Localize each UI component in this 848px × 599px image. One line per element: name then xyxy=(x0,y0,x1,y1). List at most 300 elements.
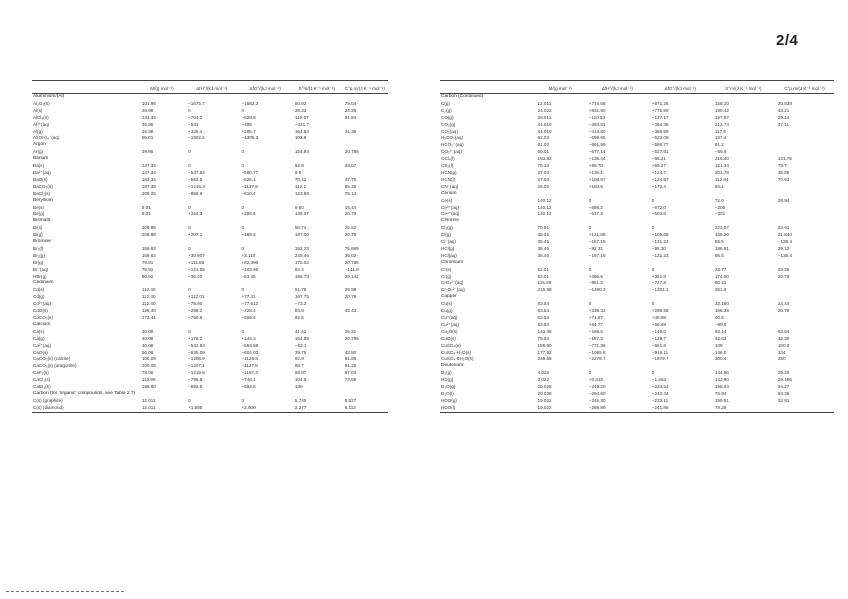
value-cell: 80.92 xyxy=(141,273,154,279)
value-cell: 79.91 xyxy=(141,266,154,272)
page-number: 2/4 xyxy=(776,32,799,49)
value-cell: 27.03 xyxy=(537,176,550,182)
value-cell: 56.5 xyxy=(714,239,724,245)
value-cell: 20.786 xyxy=(344,259,359,265)
value-cell: 50.92 xyxy=(294,100,307,106)
table-row xyxy=(440,101,834,108)
table-row xyxy=(32,308,388,315)
value-cell: −672.0 xyxy=(651,204,666,210)
species-cell: CaCl₂(s) xyxy=(33,377,51,383)
section-heading-row xyxy=(32,156,388,163)
value-cell: 2.377 xyxy=(292,405,342,412)
table-row xyxy=(32,225,388,232)
value-cell: −321.7 xyxy=(294,121,310,127)
value-cell: −245.30 xyxy=(588,397,606,403)
value-cell: +178.2 xyxy=(188,335,203,341)
species-cell: D₂O(l) xyxy=(441,390,454,396)
value-cell: +338.32 xyxy=(588,308,606,314)
value-cell: 39.75 xyxy=(294,349,307,355)
value-cell: 100.09 xyxy=(141,356,156,362)
value-cell: +105.68 xyxy=(651,232,669,238)
value-cell: 27.03 xyxy=(537,169,550,175)
value-cell: 245.46 xyxy=(294,252,309,258)
table-row xyxy=(32,232,388,239)
column-header: S°m/(J K⁻¹ mol⁻¹) xyxy=(292,84,342,94)
value-cell: 41.42 xyxy=(294,328,307,334)
value-cell xyxy=(342,384,388,391)
value-cell: −553.5 xyxy=(188,176,203,182)
value-cell: 0 xyxy=(241,149,245,155)
value-cell: −560.77 xyxy=(241,169,259,175)
species-cell: Cl(g) xyxy=(441,232,451,238)
value-cell: 154.88 xyxy=(294,335,309,341)
value-cell: +396.6 xyxy=(588,273,603,279)
section-heading-row xyxy=(32,391,388,398)
value-cell: 0 xyxy=(651,301,655,307)
value-cell: 0 xyxy=(651,266,655,272)
table-row xyxy=(32,329,388,336)
species-cell: D₂O(g) xyxy=(441,384,456,390)
value-cell: +351.8 xyxy=(651,273,666,279)
species-cell: C(s) (graphite) xyxy=(33,397,63,403)
value-cell: −385.98 xyxy=(651,128,669,134)
value-cell: +144.3 xyxy=(241,335,256,341)
value-cell: 50.21 xyxy=(714,280,727,286)
species-cell: BaCl₂(s) xyxy=(33,190,51,196)
value-cell: 60.01 xyxy=(537,149,550,155)
value-cell: 0 xyxy=(188,245,191,251)
value-cell: −121.55 xyxy=(188,266,205,272)
table-row xyxy=(32,377,388,384)
value-cell: 25.98 xyxy=(344,287,357,293)
species-cell: HCN(l) xyxy=(441,176,456,182)
species-cell: Bi(g) xyxy=(33,232,43,238)
value-cell: 0 xyxy=(588,266,592,272)
value-cell: 175.02 xyxy=(294,259,309,265)
value-cell: 0 xyxy=(241,163,245,169)
species-cell: Ce(s) xyxy=(441,197,453,203)
value-cell: −553.58 xyxy=(241,342,259,348)
value-cell: 143.80 xyxy=(714,377,729,383)
value-cell: 52.01 xyxy=(537,273,550,279)
species-cell: CuSO₄·H₂O(s) xyxy=(441,349,471,355)
value-cell: −771.36 xyxy=(588,342,606,348)
value-cell: −157.3 xyxy=(588,335,603,341)
value-cell: 0 xyxy=(651,197,655,203)
species-cell: C₂(g) xyxy=(441,107,452,113)
table-row xyxy=(440,377,834,384)
value-cell: −1502.5 xyxy=(188,135,205,141)
value-cell: +121.68 xyxy=(588,232,606,238)
value-cell: 70.91 xyxy=(537,225,550,231)
species-cell: Br₂(g) xyxy=(33,252,45,258)
species-cell: CrO₄²⁻(aq) xyxy=(441,280,464,286)
value-cell: 0 xyxy=(241,397,245,403)
species-cell: Al(s) xyxy=(33,107,43,113)
value-cell: 25.31 xyxy=(344,328,357,334)
value-cell: 92.9 xyxy=(294,356,304,362)
value-cell: −258.2 xyxy=(188,308,203,314)
table-row xyxy=(32,315,388,322)
value-cell: −95.30 xyxy=(651,245,666,251)
value-cell: 164.54 xyxy=(294,128,309,134)
value-cell: −135.44 xyxy=(588,156,606,162)
value-cell: −1128.8 xyxy=(241,356,258,362)
value-cell: −2279.7 xyxy=(588,356,606,362)
column-header: S°m/(J K⁻¹ mol⁻¹) xyxy=(712,84,775,94)
value-cell: −234.54 xyxy=(651,384,669,390)
value-cell: 29.12 xyxy=(777,245,790,251)
value-cell: 187.4 xyxy=(714,135,727,141)
value-cell: 85.35 xyxy=(344,183,357,189)
table-row xyxy=(32,184,388,191)
species-cell: Cd(g) xyxy=(33,294,45,300)
species-cell: Bi(s) xyxy=(33,225,43,231)
value-cell: 213.74 xyxy=(714,121,729,127)
right-thermo-table xyxy=(440,80,834,413)
value-cell: 0 xyxy=(188,149,191,155)
value-cell: −858.6 xyxy=(188,190,203,196)
value-cell: −918.11 xyxy=(651,349,669,355)
value-cell: 112.1 xyxy=(294,183,307,189)
value-cell: 172.41 xyxy=(141,315,156,320)
value-cell: 92.5 xyxy=(294,315,304,320)
value-cell: 28.33 xyxy=(294,107,307,113)
value-cell: 197.35 xyxy=(141,183,156,189)
table-row xyxy=(32,191,388,198)
value-cell: +65.49 xyxy=(651,321,666,327)
value-cell: 24.35 xyxy=(344,107,357,113)
value-cell: 261.9 xyxy=(714,287,727,293)
value-cell: +1.895 xyxy=(185,405,238,412)
value-cell: −53.45 xyxy=(241,273,256,279)
species-cell: C(g) xyxy=(441,100,450,106)
value-cell: 29.14 xyxy=(777,114,790,120)
species-cell: CaO(s) xyxy=(33,349,48,355)
value-cell: 42.63 xyxy=(714,335,727,341)
value-cell: −289.89 xyxy=(586,405,649,412)
table-row xyxy=(440,315,834,322)
value-cell: −129.7 xyxy=(651,335,666,341)
value-cell: 112.40 xyxy=(141,301,156,307)
left-thermo-table xyxy=(32,80,388,413)
table-row xyxy=(440,301,834,308)
section-heading: Bismuth xyxy=(33,218,51,224)
value-cell: 33.81 xyxy=(777,397,790,403)
value-cell: 70.42 xyxy=(294,176,307,182)
value-cell: 26.02 xyxy=(537,183,550,189)
species-cell: Ar(g) xyxy=(33,149,44,155)
value-cell: 223.07 xyxy=(714,225,729,231)
value-cell: −241.86 xyxy=(649,405,712,412)
section-heading: Aluminium/(Al) xyxy=(33,94,65,99)
table-row xyxy=(32,246,388,253)
value-cell: +716.68 xyxy=(588,100,606,106)
value-cell: 20.79 xyxy=(777,308,790,314)
value-cell: 0 xyxy=(588,370,592,376)
footnote-rule xyxy=(6,591,124,592)
value-cell: −537.64 xyxy=(188,169,205,175)
value-cell: −146.0 xyxy=(651,328,666,334)
value-cell: 4.028 xyxy=(537,370,550,376)
value-cell xyxy=(775,322,834,329)
value-cell: +71.67 xyxy=(588,315,603,320)
value-cell: −881.2 xyxy=(588,280,603,286)
table-row xyxy=(440,280,834,287)
value-cell: 29.196 xyxy=(777,377,792,383)
value-cell: 75.689 xyxy=(344,245,359,251)
value-cell: 42.80 xyxy=(344,349,357,355)
table-row xyxy=(32,343,388,350)
section-heading-row xyxy=(32,142,388,149)
value-cell: 63.54 xyxy=(537,308,550,314)
value-cell: 153.34 xyxy=(141,176,156,182)
value-cell: −1879.7 xyxy=(651,356,669,362)
value-cell: −394.36 xyxy=(651,121,669,127)
species-cell: CN⁻(aq) xyxy=(441,183,459,189)
species-cell: Cr(g) xyxy=(441,273,452,279)
value-cell: −1207.1 xyxy=(188,363,205,369)
value-cell: 137.34 xyxy=(141,169,156,175)
table-row xyxy=(32,163,388,170)
value-cell: 134 xyxy=(777,349,786,355)
section-heading-row xyxy=(32,322,388,329)
species-cell: CO₃²⁻(aq) xyxy=(441,149,462,155)
value-cell: 20.79 xyxy=(344,211,357,217)
value-cell: +207.1 xyxy=(188,232,203,238)
value-cell: 24.44 xyxy=(777,301,790,307)
value-cell: 140.12 xyxy=(537,204,552,210)
table-row xyxy=(32,267,388,274)
species-cell: HD(g) xyxy=(441,377,454,383)
value-cell: 79.54 xyxy=(537,335,550,341)
value-cell: −1085.8 xyxy=(588,349,606,355)
table-row xyxy=(32,398,388,405)
table-row xyxy=(32,356,388,363)
column-header: M/(g mol⁻¹) xyxy=(535,84,586,94)
table-row xyxy=(440,239,834,246)
value-cell: 117.6 xyxy=(714,128,726,134)
value-cell: 26.98 xyxy=(141,121,154,127)
value-cell: 5.740 xyxy=(294,397,307,403)
value-cell: 23.77 xyxy=(714,266,727,272)
value-cell: −136.4 xyxy=(777,252,793,258)
value-cell: −92.31 xyxy=(588,245,603,251)
species-cell: HBr(g) xyxy=(33,273,47,279)
species-cell: CuSO₄·5H₂O(s) xyxy=(441,356,474,362)
value-cell xyxy=(342,315,388,322)
value-cell: −810.4 xyxy=(241,190,256,196)
value-cell xyxy=(342,122,388,129)
table-header-row xyxy=(440,84,834,94)
value-cell: 20.028 xyxy=(537,390,552,396)
value-cell: 44.010 xyxy=(537,121,552,127)
table-row xyxy=(440,350,834,357)
value-cell: −750.6 xyxy=(188,315,203,320)
species-cell: Ba²⁺(aq) xyxy=(33,169,51,175)
value-cell: 39.95 xyxy=(141,149,154,155)
value-cell: 19.022 xyxy=(537,397,552,403)
section-heading-row xyxy=(32,239,388,246)
value-cell: 63.54 xyxy=(537,301,550,307)
table-row xyxy=(440,405,834,412)
value-cell: 26.94 xyxy=(777,197,790,203)
species-cell: CdCO₃(s) xyxy=(33,315,53,320)
section-heading: Argon xyxy=(33,142,46,148)
table-row xyxy=(440,142,834,149)
value-cell xyxy=(775,211,834,218)
species-cell: Cu⁺(aq) xyxy=(441,315,458,320)
value-cell xyxy=(342,343,388,350)
value-cell: 24.022 xyxy=(537,107,552,113)
value-cell: −1.464 xyxy=(651,377,666,383)
value-cell: +831.90 xyxy=(588,107,606,113)
value-cell: 23.35 xyxy=(777,266,790,272)
value-cell: 79.04 xyxy=(344,100,357,106)
value-cell: 12.011 xyxy=(537,100,552,106)
value-cell: +82.396 xyxy=(241,259,259,265)
value-cell: −1216.3 xyxy=(188,183,205,189)
section-heading: Chlorine xyxy=(441,218,459,224)
table-row xyxy=(440,198,834,205)
value-cell: 133.34 xyxy=(141,114,156,120)
value-cell xyxy=(342,170,388,177)
value-cell: −243.44 xyxy=(651,390,669,396)
value-cell: 95.01 xyxy=(141,135,154,141)
column-header: C°p,m/(J K⁻¹ mol⁻¹) xyxy=(342,84,388,94)
value-cell: −795.8 xyxy=(188,377,203,383)
table-header-row xyxy=(32,84,388,94)
table-row xyxy=(440,336,834,343)
value-cell: 0 xyxy=(651,225,655,231)
value-cell: 128.40 xyxy=(141,308,156,314)
value-cell: 0 xyxy=(241,287,245,293)
species-cell: CS₂(l) xyxy=(441,163,454,169)
value-cell: 0 xyxy=(241,107,245,113)
value-cell: 28.011 xyxy=(537,114,552,120)
table-row xyxy=(440,170,834,177)
value-cell: +286.6 xyxy=(241,211,256,217)
value-cell: 208.25 xyxy=(141,190,156,196)
table-row xyxy=(32,350,388,357)
value-cell: 35.86 xyxy=(777,169,790,175)
value-cell: +77.41 xyxy=(241,294,256,300)
value-cell: 0 xyxy=(188,163,191,169)
table-row xyxy=(440,253,834,260)
value-cell: 43.43 xyxy=(344,308,357,314)
value-cell: 102.9 xyxy=(294,135,307,141)
value-cell: −413.80 xyxy=(588,128,606,134)
table-row xyxy=(32,363,388,370)
section-heading: Calcium xyxy=(33,321,51,327)
value-cell: 37.11 xyxy=(777,121,790,127)
value-cell: −1127.8 xyxy=(241,363,258,369)
value-cell: 151.34 xyxy=(714,163,729,169)
table-row xyxy=(440,308,834,315)
value-cell: −294.60 xyxy=(588,390,606,396)
table-row xyxy=(440,391,834,398)
value-cell: 52.01 xyxy=(537,266,550,272)
value-cell: 140.12 xyxy=(537,197,552,203)
species-cell: HCN(g) xyxy=(441,169,457,175)
value-cell: 0 xyxy=(188,397,191,403)
value-cell: −56.9 xyxy=(714,149,727,155)
value-cell: 43.21 xyxy=(777,107,790,113)
table-row xyxy=(440,322,834,329)
value-cell xyxy=(342,301,388,308)
value-cell: −727.8 xyxy=(651,280,666,286)
value-cell: 152.23 xyxy=(294,245,309,251)
value-cell: 123.68 xyxy=(294,190,309,196)
value-cell: 29.142 xyxy=(344,273,359,279)
value-cell xyxy=(775,149,834,156)
value-cell: 0 xyxy=(188,204,191,210)
value-cell: 0 xyxy=(188,287,191,293)
species-cell: HCO₃⁻(aq) xyxy=(441,142,464,148)
value-cell: 82.4 xyxy=(294,266,304,272)
value-cell: 16.44 xyxy=(344,204,357,210)
value-cell: +49.98 xyxy=(651,315,666,320)
value-cell: +0.318 xyxy=(588,377,603,383)
value-cell: 12.011 xyxy=(139,405,185,412)
value-cell: 91.84 xyxy=(344,114,357,120)
species-cell: CaF₂(s) xyxy=(33,370,49,376)
value-cell: −205 xyxy=(714,204,726,210)
right-table-body xyxy=(440,94,834,413)
value-cell: −77.612 xyxy=(241,301,259,307)
table-row xyxy=(32,101,388,108)
value-cell xyxy=(775,184,834,191)
value-cell: 9.50 xyxy=(294,204,304,210)
value-cell: +298.58 xyxy=(651,308,669,314)
value-cell: 35.45 xyxy=(537,232,550,238)
value-cell: 110.99 xyxy=(141,377,156,383)
value-cell: 34.27 xyxy=(777,384,790,390)
value-cell: −1301.1 xyxy=(651,287,669,293)
column-header: ΔfG°/(kJ mol⁻¹) xyxy=(649,84,712,94)
value-cell: 36.46 xyxy=(537,252,550,258)
value-cell: −1137.6 xyxy=(241,183,258,189)
value-cell: 112.40 xyxy=(141,294,156,300)
species-cell: Be(s) xyxy=(33,204,44,210)
value-cell: 67.03 xyxy=(344,370,357,376)
species-cell: Ca(g) xyxy=(33,335,45,341)
column-header: ΔfG°/(kJ mol⁻¹) xyxy=(238,84,291,94)
value-cell: 208.98 xyxy=(141,232,156,238)
value-cell: 131.75 xyxy=(777,156,792,162)
table-row xyxy=(32,129,388,136)
species-cell: Cr(s) xyxy=(441,266,452,272)
value-cell: +775.89 xyxy=(651,107,669,113)
table-row xyxy=(32,384,388,391)
value-cell: 79.29 xyxy=(712,405,775,412)
value-cell: −141.8 xyxy=(344,266,359,272)
value-cell: −1675.7 xyxy=(188,100,205,106)
species-cell: HDO(g) xyxy=(441,397,457,403)
value-cell: 300.4 xyxy=(714,356,727,362)
value-cell: 177.62 xyxy=(537,349,552,355)
value-cell: −635.09 xyxy=(188,349,205,355)
value-cell: 56.08 xyxy=(141,349,154,355)
value-cell: −1167.3 xyxy=(241,370,258,376)
value-cell: +124.97 xyxy=(651,176,669,182)
table-row xyxy=(440,108,834,115)
table-row xyxy=(32,336,388,343)
value-cell: −485 xyxy=(241,121,252,127)
section-heading: Bromine xyxy=(33,239,51,245)
value-cell xyxy=(775,405,834,412)
value-cell xyxy=(342,135,388,142)
